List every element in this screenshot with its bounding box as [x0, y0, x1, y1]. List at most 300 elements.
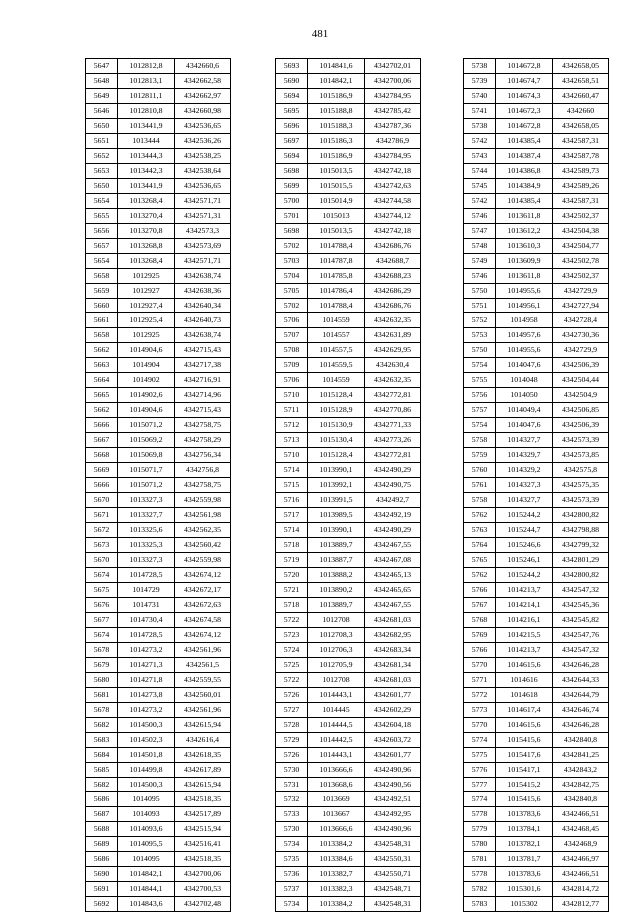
table-row — [276, 403, 421, 418]
table-row — [86, 283, 231, 298]
x-coordinate-cell: 1013384,2 — [308, 837, 365, 852]
point-number-cell: 5775 — [464, 747, 496, 762]
point-number-cell: 5652 — [86, 148, 118, 163]
x-coordinate-cell: 1014618 — [496, 687, 553, 702]
y-coordinate-cell: 4342502,78 — [553, 253, 609, 268]
y-coordinate-cell: 4342715,43 — [175, 343, 231, 358]
y-coordinate-cell: 4342561,96 — [175, 702, 231, 717]
y-coordinate-cell: 4342618,35 — [175, 747, 231, 762]
table-row — [86, 612, 231, 627]
table-row — [276, 163, 421, 178]
point-number-cell: 5716 — [276, 493, 308, 508]
y-coordinate-cell: 4342638,74 — [175, 328, 231, 343]
y-coordinate-cell: 4342798,88 — [553, 523, 609, 538]
y-coordinate-cell: 4342571,71 — [175, 193, 231, 208]
x-coordinate-cell: 1013784,1 — [496, 822, 553, 837]
table-row — [276, 373, 421, 388]
table-row — [86, 163, 231, 178]
point-number-cell: 5693 — [276, 59, 308, 74]
y-coordinate-cell: 4342772,81 — [365, 448, 421, 463]
point-number-cell: 5683 — [86, 732, 118, 747]
point-number-cell: 5722 — [276, 672, 308, 687]
x-coordinate-cell: 1013325,3 — [118, 538, 175, 553]
table-row — [276, 807, 421, 822]
point-number-cell: 5653 — [86, 163, 118, 178]
table-row — [464, 343, 609, 358]
y-coordinate-cell: 4342727,94 — [553, 298, 609, 313]
x-coordinate-cell: 1014672,3 — [496, 103, 553, 118]
y-coordinate-cell: 4342729,9 — [553, 343, 609, 358]
point-number-cell: 5662 — [86, 343, 118, 358]
y-coordinate-cell: 4342548,31 — [365, 897, 421, 912]
table-row — [86, 298, 231, 313]
y-coordinate-cell: 4342715,43 — [175, 403, 231, 418]
y-coordinate-cell: 4342681,03 — [365, 612, 421, 627]
y-coordinate-cell: 4342560,01 — [175, 687, 231, 702]
y-coordinate-cell: 4342630,4 — [365, 358, 421, 373]
y-coordinate-cell: 4342674,12 — [175, 567, 231, 582]
table-row — [464, 238, 609, 253]
y-coordinate-cell: 4342571,71 — [175, 253, 231, 268]
point-number-cell: 5669 — [86, 463, 118, 478]
y-coordinate-cell: 4342468,9 — [553, 837, 609, 852]
y-coordinate-cell: 4342502,37 — [553, 208, 609, 223]
x-coordinate-cell: 1014957,6 — [496, 328, 553, 343]
y-coordinate-cell: 4342562,35 — [175, 523, 231, 538]
table-row — [464, 373, 609, 388]
x-coordinate-cell: 1015069,8 — [118, 448, 175, 463]
point-number-cell: 5714 — [276, 463, 308, 478]
y-coordinate-cell: 4342506,39 — [553, 418, 609, 433]
table-row — [464, 253, 609, 268]
x-coordinate-cell: 1013669 — [308, 792, 365, 807]
y-coordinate-cell: 4342492,51 — [365, 792, 421, 807]
point-number-cell: 5742 — [464, 193, 496, 208]
point-number-cell: 5670 — [86, 493, 118, 508]
point-number-cell: 5735 — [276, 852, 308, 867]
x-coordinate-cell: 1013384,6 — [308, 852, 365, 867]
point-number-cell: 5771 — [464, 672, 496, 687]
x-coordinate-cell: 1014271,3 — [118, 657, 175, 672]
table-row — [86, 567, 231, 582]
table-row — [464, 687, 609, 702]
y-coordinate-cell: 4342517,89 — [175, 807, 231, 822]
point-number-cell: 5730 — [276, 762, 308, 777]
y-coordinate-cell: 4342843,2 — [553, 762, 609, 777]
x-coordinate-cell: 1014728,5 — [118, 627, 175, 642]
table-row — [86, 508, 231, 523]
y-coordinate-cell: 4342756,34 — [175, 448, 231, 463]
x-coordinate-cell: 1015244,7 — [496, 523, 553, 538]
y-coordinate-cell: 4342742,18 — [365, 163, 421, 178]
table-row — [276, 687, 421, 702]
x-coordinate-cell: 1015415,2 — [496, 777, 553, 792]
point-number-cell: 5701 — [276, 208, 308, 223]
point-number-cell: 5713 — [276, 433, 308, 448]
point-number-cell: 5666 — [86, 478, 118, 493]
y-coordinate-cell: 4342758,75 — [175, 478, 231, 493]
point-number-cell: 5648 — [86, 73, 118, 88]
y-coordinate-cell: 4342686,76 — [365, 238, 421, 253]
table-row — [464, 792, 609, 807]
table-row — [86, 343, 231, 358]
x-coordinate-cell: 1014501,8 — [118, 747, 175, 762]
table-row — [86, 582, 231, 597]
x-coordinate-cell: 1013442,3 — [118, 163, 175, 178]
x-coordinate-cell: 1013781,7 — [496, 852, 553, 867]
table-row — [86, 523, 231, 538]
x-coordinate-cell: 1014955,6 — [496, 283, 553, 298]
table-row — [276, 253, 421, 268]
table-row — [86, 208, 231, 223]
point-number-cell: 5750 — [464, 343, 496, 358]
point-number-cell: 5754 — [464, 418, 496, 433]
point-number-cell: 5749 — [464, 253, 496, 268]
point-number-cell: 5690 — [86, 867, 118, 882]
table-row — [276, 223, 421, 238]
table-row — [276, 702, 421, 717]
y-coordinate-cell: 4342548,71 — [365, 882, 421, 897]
point-number-cell: 5762 — [464, 508, 496, 523]
point-number-cell: 5752 — [464, 313, 496, 328]
point-number-cell: 5654 — [86, 253, 118, 268]
table-row — [276, 478, 421, 493]
y-coordinate-cell: 4342771,33 — [365, 418, 421, 433]
point-number-cell: 5668 — [86, 448, 118, 463]
table-row — [464, 403, 609, 418]
y-coordinate-cell: 4342658,05 — [553, 118, 609, 133]
table-row — [276, 777, 421, 792]
x-coordinate-cell: 1012927,4 — [118, 298, 175, 313]
point-number-cell: 5718 — [276, 597, 308, 612]
x-coordinate-cell: 1014843,6 — [118, 897, 175, 912]
point-number-cell: 5783 — [464, 897, 496, 912]
x-coordinate-cell: 1014093 — [118, 807, 175, 822]
point-number-cell: 5682 — [86, 717, 118, 732]
x-coordinate-cell: 1014902 — [118, 373, 175, 388]
x-coordinate-cell: 1015013,5 — [308, 163, 365, 178]
y-coordinate-cell: 4342632,35 — [365, 373, 421, 388]
table-row — [464, 627, 609, 642]
table-row — [276, 508, 421, 523]
x-coordinate-cell: 1014047,6 — [496, 418, 553, 433]
point-number-cell: 5695 — [276, 103, 308, 118]
table-row — [464, 478, 609, 493]
x-coordinate-cell: 1015246,6 — [496, 538, 553, 553]
point-number-cell: 5696 — [276, 118, 308, 133]
point-number-cell: 5712 — [276, 418, 308, 433]
table-row — [276, 313, 421, 328]
point-number-cell: 5650 — [86, 118, 118, 133]
point-number-cell: 5708 — [276, 343, 308, 358]
point-number-cell: 5702 — [276, 238, 308, 253]
y-coordinate-cell: 4342506,85 — [553, 403, 609, 418]
y-coordinate-cell: 4342646,74 — [553, 702, 609, 717]
y-coordinate-cell: 4342545,82 — [553, 612, 609, 627]
y-coordinate-cell: 4342490,29 — [365, 523, 421, 538]
y-coordinate-cell: 4342784,95 — [365, 88, 421, 103]
point-number-cell: 5719 — [276, 552, 308, 567]
point-number-cell: 5718 — [276, 538, 308, 553]
x-coordinate-cell: 1012811,1 — [118, 88, 175, 103]
table-row — [276, 448, 421, 463]
y-coordinate-cell: 4342575,35 — [553, 478, 609, 493]
y-coordinate-cell: 4342536,65 — [175, 118, 231, 133]
point-number-cell: 5659 — [86, 283, 118, 298]
point-number-cell: 5780 — [464, 837, 496, 852]
point-number-cell: 5705 — [276, 283, 308, 298]
point-number-cell: 5717 — [276, 508, 308, 523]
y-coordinate-cell: 4342786,9 — [365, 133, 421, 148]
x-coordinate-cell: 1014384,9 — [496, 178, 553, 193]
x-coordinate-cell: 1013327,7 — [118, 508, 175, 523]
table-row — [276, 358, 421, 373]
point-number-cell: 5738 — [464, 59, 496, 74]
x-coordinate-cell: 1015130,4 — [308, 433, 365, 448]
y-coordinate-cell: 4342660 — [553, 103, 609, 118]
x-coordinate-cell: 1015188,8 — [308, 103, 365, 118]
x-coordinate-cell: 1013890,2 — [308, 582, 365, 597]
table-row — [276, 822, 421, 837]
point-number-cell: 5745 — [464, 178, 496, 193]
point-number-cell: 5757 — [464, 403, 496, 418]
y-coordinate-cell: 4342547,32 — [553, 582, 609, 597]
x-coordinate-cell: 1013444,3 — [118, 148, 175, 163]
table-row — [276, 268, 421, 283]
point-number-cell: 5778 — [464, 807, 496, 822]
table-row — [464, 597, 609, 612]
y-coordinate-cell: 4342799,32 — [553, 538, 609, 553]
x-coordinate-cell: 1015128,4 — [308, 448, 365, 463]
point-number-cell: 5660 — [86, 298, 118, 313]
x-coordinate-cell: 1014386,8 — [496, 163, 553, 178]
point-number-cell: 5755 — [464, 373, 496, 388]
table-row — [464, 717, 609, 732]
point-number-cell: 5777 — [464, 777, 496, 792]
y-coordinate-cell: 4342602,29 — [365, 702, 421, 717]
point-number-cell: 5714 — [276, 523, 308, 538]
x-coordinate-cell: 1015246,1 — [496, 552, 553, 567]
table-row — [86, 762, 231, 777]
point-number-cell: 5766 — [464, 582, 496, 597]
x-coordinate-cell: 1015013,5 — [308, 223, 365, 238]
y-coordinate-cell: 4342490,96 — [365, 762, 421, 777]
table-row — [464, 59, 609, 74]
y-coordinate-cell: 4342467,08 — [365, 552, 421, 567]
x-coordinate-cell: 1014902,6 — [118, 388, 175, 403]
table-row — [86, 328, 231, 343]
x-coordinate-cell: 1013268,4 — [118, 193, 175, 208]
x-coordinate-cell: 1014271,8 — [118, 672, 175, 687]
table-row — [464, 388, 609, 403]
point-number-cell: 5677 — [86, 612, 118, 627]
x-coordinate-cell: 1015071,2 — [118, 418, 175, 433]
y-coordinate-cell: 4342742,63 — [365, 178, 421, 193]
table-row — [86, 418, 231, 433]
y-coordinate-cell: 4342728,4 — [553, 313, 609, 328]
table-row — [464, 103, 609, 118]
table-row — [86, 822, 231, 837]
y-coordinate-cell: 4342644,33 — [553, 672, 609, 687]
point-number-cell: 5746 — [464, 268, 496, 283]
x-coordinate-cell: 1014329,2 — [496, 463, 553, 478]
point-number-cell: 5720 — [276, 567, 308, 582]
point-number-cell: 5733 — [276, 807, 308, 822]
x-coordinate-cell: 1013441,9 — [118, 178, 175, 193]
table-row — [86, 493, 231, 508]
point-number-cell: 5769 — [464, 627, 496, 642]
table-row — [464, 133, 609, 148]
y-coordinate-cell: 4342686,76 — [365, 298, 421, 313]
table-row — [464, 148, 609, 163]
table-row — [464, 268, 609, 283]
table-row — [86, 103, 231, 118]
y-coordinate-cell: 4342800,82 — [553, 508, 609, 523]
table-row — [276, 73, 421, 88]
x-coordinate-cell: 1015415,6 — [496, 732, 553, 747]
point-number-cell: 5649 — [86, 88, 118, 103]
point-number-cell: 5726 — [276, 687, 308, 702]
point-number-cell: 5760 — [464, 463, 496, 478]
point-number-cell: 5697 — [276, 133, 308, 148]
x-coordinate-cell: 1013888,2 — [308, 567, 365, 582]
point-number-cell: 5690 — [276, 73, 308, 88]
y-coordinate-cell: 4342787,36 — [365, 118, 421, 133]
point-number-cell: 5722 — [276, 612, 308, 627]
x-coordinate-cell: 1013989,5 — [308, 508, 365, 523]
point-number-cell: 5664 — [86, 373, 118, 388]
table-row — [276, 642, 421, 657]
y-coordinate-cell: 4342573,39 — [553, 433, 609, 448]
point-number-cell: 5692 — [86, 897, 118, 912]
table-row — [464, 777, 609, 792]
point-number-cell: 5782 — [464, 882, 496, 897]
point-number-cell: 5729 — [276, 732, 308, 747]
x-coordinate-cell: 1012925 — [118, 268, 175, 283]
y-coordinate-cell: 4342840,8 — [553, 732, 609, 747]
table-row — [464, 642, 609, 657]
point-number-cell: 5748 — [464, 238, 496, 253]
point-number-cell: 5670 — [86, 552, 118, 567]
y-coordinate-cell: 4342702,01 — [365, 59, 421, 74]
y-coordinate-cell: 4342688,7 — [365, 253, 421, 268]
x-coordinate-cell: 1014615,6 — [496, 717, 553, 732]
point-number-cell: 5682 — [86, 777, 118, 792]
y-coordinate-cell: 4342660,47 — [553, 88, 609, 103]
point-number-cell: 5681 — [86, 687, 118, 702]
y-coordinate-cell: 4342646,28 — [553, 717, 609, 732]
x-coordinate-cell: 1015244,2 — [496, 508, 553, 523]
y-coordinate-cell: 4342466,97 — [553, 852, 609, 867]
y-coordinate-cell: 4342545,36 — [553, 597, 609, 612]
table-row — [276, 882, 421, 897]
y-coordinate-cell: 4342502,37 — [553, 268, 609, 283]
table-row — [86, 732, 231, 747]
table-row — [86, 882, 231, 897]
table-row — [464, 552, 609, 567]
table-row — [464, 118, 609, 133]
point-number-cell: 5706 — [276, 313, 308, 328]
x-coordinate-cell: 1014442,5 — [308, 732, 365, 747]
y-coordinate-cell: 4342688,23 — [365, 268, 421, 283]
table-row — [86, 148, 231, 163]
table-row — [276, 837, 421, 852]
table-row — [86, 268, 231, 283]
x-coordinate-cell: 1014672,8 — [496, 59, 553, 74]
point-number-cell: 5691 — [86, 882, 118, 897]
x-coordinate-cell: 1013666,6 — [308, 822, 365, 837]
point-number-cell: 5651 — [86, 133, 118, 148]
x-coordinate-cell: 1013666,6 — [308, 762, 365, 777]
table-row — [86, 867, 231, 882]
y-coordinate-cell: 4342466,51 — [553, 867, 609, 882]
y-coordinate-cell: 4342646,28 — [553, 657, 609, 672]
table-row — [276, 433, 421, 448]
x-coordinate-cell: 1014728,5 — [118, 567, 175, 582]
x-coordinate-cell: 1012708 — [308, 672, 365, 687]
table-row — [276, 463, 421, 478]
x-coordinate-cell: 1013268,4 — [118, 253, 175, 268]
y-coordinate-cell: 4342492,95 — [365, 807, 421, 822]
point-number-cell: 5779 — [464, 822, 496, 837]
y-coordinate-cell: 4342700,53 — [175, 882, 231, 897]
x-coordinate-cell: 1012706,3 — [308, 642, 365, 657]
table-row — [464, 807, 609, 822]
point-number-cell: 5672 — [86, 523, 118, 538]
table-row — [276, 283, 421, 298]
point-number-cell: 5706 — [276, 373, 308, 388]
x-coordinate-cell: 1014385,4 — [496, 133, 553, 148]
y-coordinate-cell: 4342561,96 — [175, 642, 231, 657]
point-number-cell: 5739 — [464, 73, 496, 88]
point-number-cell: 5740 — [464, 88, 496, 103]
x-coordinate-cell: 1013668,6 — [308, 777, 365, 792]
table-row — [86, 837, 231, 852]
table-row — [86, 313, 231, 328]
y-coordinate-cell: 4342589,26 — [553, 178, 609, 193]
x-coordinate-cell: 1014674,3 — [496, 88, 553, 103]
x-coordinate-cell: 1013384,2 — [308, 897, 365, 912]
point-number-cell: 5707 — [276, 328, 308, 343]
point-number-cell: 5704 — [276, 268, 308, 283]
point-number-cell: 5685 — [86, 762, 118, 777]
x-coordinate-cell: 1015128,9 — [308, 403, 365, 418]
x-coordinate-cell: 1013889,7 — [308, 597, 365, 612]
y-coordinate-cell: 4342504,77 — [553, 238, 609, 253]
x-coordinate-cell: 1012927 — [118, 283, 175, 298]
x-coordinate-cell: 1014842,1 — [118, 867, 175, 882]
y-coordinate-cell: 4342716,91 — [175, 373, 231, 388]
table-row — [464, 73, 609, 88]
point-number-cell: 5726 — [276, 747, 308, 762]
table-row — [86, 478, 231, 493]
point-number-cell: 5767 — [464, 597, 496, 612]
x-coordinate-cell: 1014958 — [496, 313, 553, 328]
x-coordinate-cell: 1014093,6 — [118, 822, 175, 837]
point-number-cell: 5703 — [276, 253, 308, 268]
x-coordinate-cell: 1014500,3 — [118, 777, 175, 792]
point-number-cell: 5778 — [464, 867, 496, 882]
y-coordinate-cell: 4342758,29 — [175, 433, 231, 448]
x-coordinate-cell: 1013382,7 — [308, 867, 365, 882]
y-coordinate-cell: 4342784,95 — [365, 148, 421, 163]
point-number-cell: 5698 — [276, 163, 308, 178]
y-coordinate-cell: 4342616,4 — [175, 732, 231, 747]
x-coordinate-cell: 1014215,5 — [496, 627, 553, 642]
point-number-cell: 5724 — [276, 642, 308, 657]
y-coordinate-cell: 4342660,98 — [175, 103, 231, 118]
x-coordinate-cell: 1013268,8 — [118, 238, 175, 253]
